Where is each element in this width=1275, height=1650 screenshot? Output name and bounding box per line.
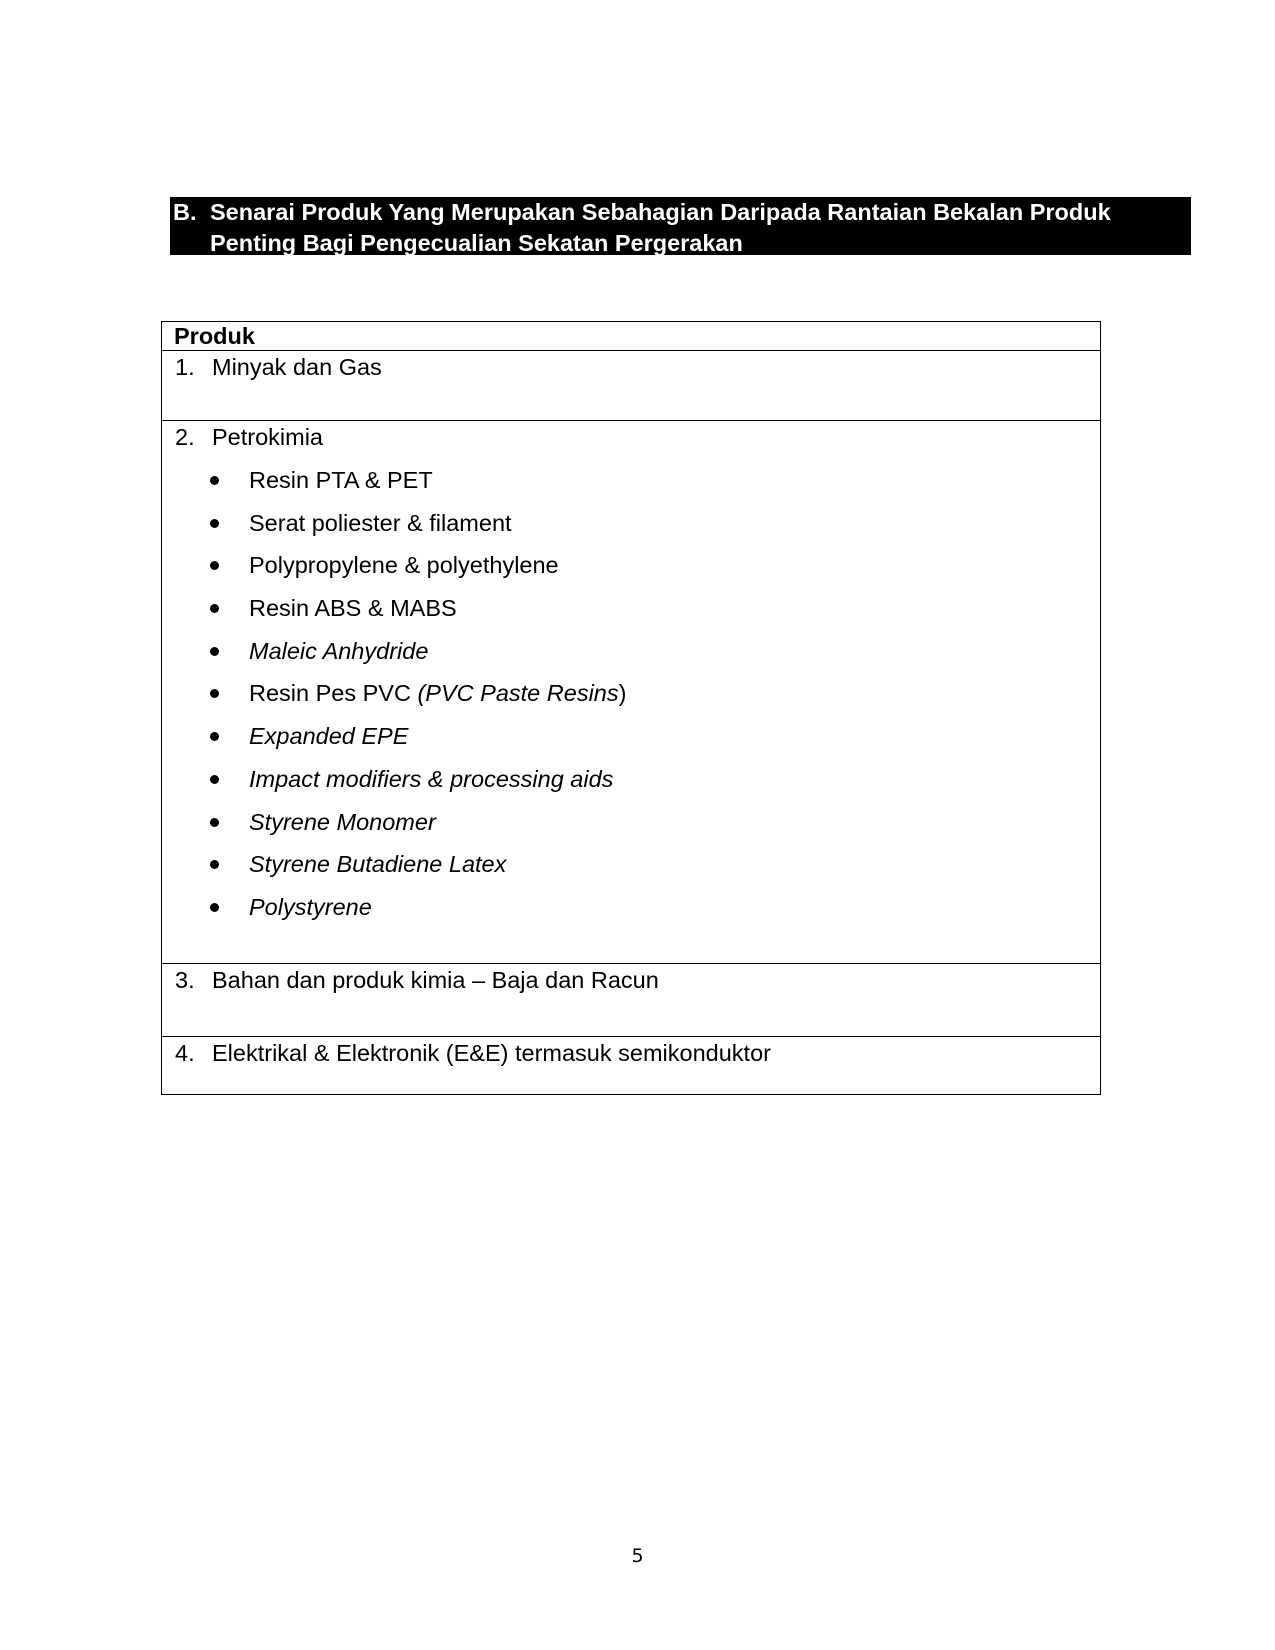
list-item	[162, 765, 1100, 808]
section-title: Senarai Produk Yang Merupakan Sebahagian Daripada Rantaian Bekalan Produk Penting Bagi Pengecualian Sekatan Pergerakan	[210, 199, 1111, 256]
bullet-icon	[210, 604, 219, 613]
table-row	[162, 1037, 1101, 1095]
table-cell	[162, 421, 1101, 964]
item-number: 2.	[175, 424, 195, 450]
table-header-row	[162, 322, 1101, 351]
list-item-text: Styrene Butadiene Latex	[249, 851, 507, 878]
bullet-icon	[210, 689, 219, 698]
list-item	[162, 466, 1100, 509]
item-number: 1.	[175, 354, 195, 380]
list-item	[162, 893, 1100, 936]
product-item	[162, 1037, 1100, 1069]
product-item	[162, 421, 1100, 453]
list-item	[162, 808, 1100, 851]
item-number: 4.	[175, 1040, 195, 1066]
bullet-icon	[210, 903, 219, 912]
list-item	[162, 679, 1100, 722]
bullet-icon	[210, 519, 219, 528]
product-table	[161, 321, 1101, 1095]
table-cell	[162, 1037, 1101, 1095]
list-item-text: Polystyrene	[249, 893, 372, 920]
table-row	[162, 351, 1101, 421]
item-number: 3.	[175, 967, 195, 993]
list-item-text: Styrene Monomer	[249, 808, 436, 835]
bullet-icon	[210, 561, 219, 570]
list-item-text: Resin ABS & MABS	[249, 595, 457, 622]
bullet-icon	[210, 775, 219, 784]
table-cell	[162, 351, 1101, 421]
list-item	[162, 637, 1100, 680]
section-letter: B.	[173, 199, 197, 225]
page-number: 5	[631, 1545, 644, 1567]
list-item	[162, 551, 1100, 594]
bullet-icon	[210, 647, 219, 656]
sub-product-list	[162, 466, 1100, 936]
list-item-text: Resin Pes PVC	[249, 680, 418, 707]
list-item-suffix: )	[618, 680, 627, 707]
item-label: Petrokimia	[212, 424, 324, 450]
item-label: Elektrikal & Elektronik (E&E) termasuk semikonduktor	[212, 1040, 771, 1066]
list-item-text: Impact modifiers & processing aids	[249, 765, 614, 792]
list-item-italic-text: (PVC Paste Resins	[417, 680, 619, 707]
list-item	[162, 850, 1100, 893]
table-row	[162, 421, 1101, 964]
column-header-produk: Produk	[162, 322, 1101, 351]
list-item-text: Expanded EPE	[249, 723, 409, 750]
list-item-text: Maleic Anhydride	[249, 637, 429, 664]
table-row	[162, 964, 1101, 1037]
item-label: Bahan dan produk kimia – Baja dan Racun	[212, 967, 659, 993]
list-item-text: Serat poliester & filament	[249, 509, 512, 536]
list-item-text: Resin PTA & PET	[249, 467, 433, 493]
section-heading	[170, 197, 1191, 255]
list-item	[162, 594, 1100, 637]
list-item-text: Polypropylene & polyethylene	[249, 552, 559, 579]
bullet-icon	[210, 860, 219, 869]
product-item	[162, 964, 1100, 996]
list-item	[162, 509, 1100, 552]
bullet-icon	[210, 476, 219, 485]
list-item-text-group	[249, 679, 626, 707]
bullet-icon	[210, 818, 219, 827]
list-item	[162, 722, 1100, 765]
table-cell	[162, 964, 1101, 1037]
item-label: Minyak dan Gas	[212, 354, 382, 380]
bullet-icon	[210, 732, 219, 741]
product-item	[162, 351, 1100, 383]
